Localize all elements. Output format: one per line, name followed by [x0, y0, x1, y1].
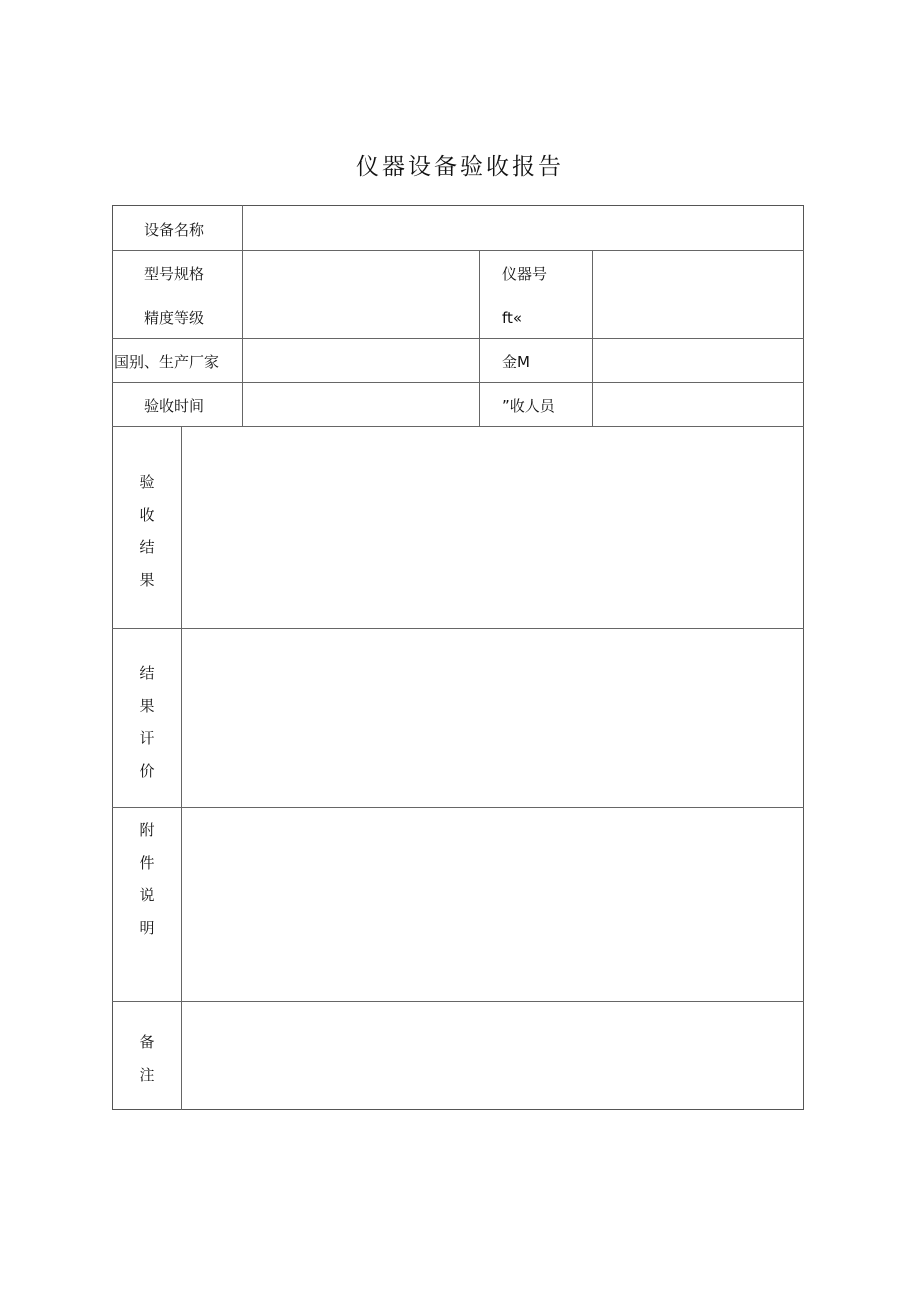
device-name-field[interactable] — [243, 206, 803, 250]
accept-time-label: 验收时间 — [144, 397, 205, 415]
model-spec-label: 型号规格 — [144, 265, 205, 283]
precision-right-label: ft« — [502, 309, 523, 327]
accept-person-label: ”收人员 — [502, 397, 555, 415]
attachment-char: 明 — [139, 918, 155, 937]
attachment-char: 说 — [139, 886, 155, 904]
result-char: 结 — [139, 538, 155, 556]
model-spec-field[interactable] — [243, 251, 479, 338]
evaluation-char: 果 — [139, 696, 155, 715]
instrument-no-label: 仪器号 — [502, 265, 548, 283]
result-char: 收 — [139, 505, 155, 524]
remarks-field[interactable] — [182, 1002, 803, 1109]
instrument-no-field[interactable] — [593, 251, 803, 338]
remarks-char: 注 — [139, 1065, 155, 1084]
accept-person-field[interactable] — [593, 383, 803, 426]
result-char: 验 — [139, 473, 155, 491]
attachment-char: 附 — [139, 821, 155, 839]
country-maker-label: 国别、生产厂家 — [114, 353, 220, 371]
accept-time-field[interactable] — [243, 383, 479, 426]
evaluation-char: 结 — [139, 664, 155, 682]
result-char: 果 — [139, 570, 155, 589]
remarks-section-label — [112, 1026, 182, 1091]
evaluation-section-label — [112, 657, 182, 787]
remarks-char: 备 — [139, 1033, 155, 1051]
result-field[interactable] — [182, 427, 803, 628]
page-title: 仪器设备验收报告 — [356, 154, 564, 180]
precision-grade-label: 精度等级 — [144, 309, 205, 327]
evaluation-field[interactable] — [182, 629, 803, 807]
evaluation-char: 讦 — [139, 729, 155, 747]
attachment-section-label — [112, 814, 182, 944]
amount-field[interactable] — [593, 339, 803, 382]
country-maker-field[interactable] — [243, 339, 479, 382]
result-section-label — [112, 466, 182, 596]
column-divider — [479, 250, 480, 426]
device-name-label: 设备名称 — [144, 221, 205, 239]
evaluation-char: 价 — [139, 761, 155, 780]
attachment-field[interactable] — [182, 808, 803, 1001]
attachment-char: 件 — [139, 853, 155, 872]
amount-label: 金M — [502, 353, 530, 371]
